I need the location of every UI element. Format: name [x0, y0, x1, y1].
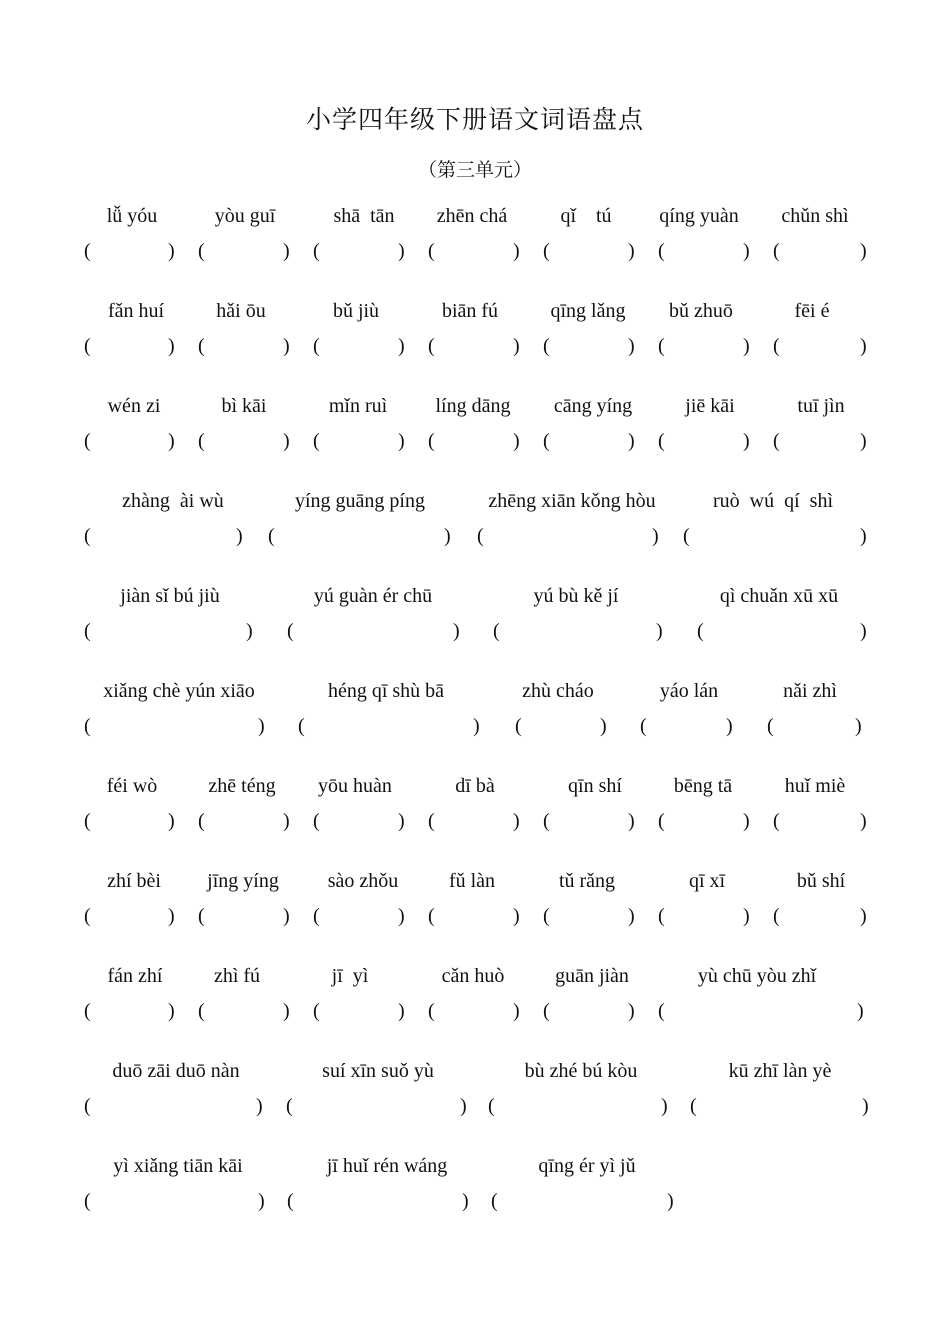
answer-bracket-open: (	[287, 620, 294, 642]
answer-bracket-close: )	[236, 525, 243, 547]
pinyin-word: fǎn huí	[107, 300, 165, 322]
answer-bracket-open: (	[428, 1000, 435, 1022]
answer-bracket-close: )	[667, 1190, 674, 1212]
answer-bracket-open: (	[84, 905, 91, 927]
answer-bracket-open: (	[428, 810, 435, 832]
answer-bracket-close: )	[513, 905, 520, 927]
answer-bracket-open: (	[773, 335, 780, 357]
pinyin-word: qīn shí	[568, 775, 622, 797]
pinyin-word: jī yì	[331, 965, 369, 987]
answer-bracket-open: (	[287, 1190, 294, 1212]
answer-bracket-close: )	[743, 810, 750, 832]
answer-bracket-open: (	[658, 810, 665, 832]
answer-bracket-close: )	[513, 335, 520, 357]
answer-bracket-open: (	[477, 525, 484, 547]
answer-bracket-open: (	[298, 715, 305, 737]
answer-bracket-close: )	[246, 620, 253, 642]
answer-bracket-close: )	[258, 715, 265, 737]
pinyin-word: fán zhí	[107, 965, 163, 987]
pinyin-word: zhí bèi	[107, 870, 161, 892]
answer-bracket-close: )	[258, 1190, 265, 1212]
answer-bracket-close: )	[860, 620, 867, 642]
answer-bracket-open: (	[313, 810, 320, 832]
pinyin-word: yòu guī	[214, 205, 276, 227]
pinyin-word: kū zhī làn yè	[728, 1060, 832, 1082]
answer-bracket-open: (	[773, 810, 780, 832]
pinyin-word: bǔ zhuō	[669, 300, 733, 322]
answer-bracket-open: (	[198, 905, 205, 927]
pinyin-word: wén zi	[107, 395, 161, 417]
answer-bracket-close: )	[600, 715, 607, 737]
answer-bracket-close: )	[860, 335, 867, 357]
pinyin-word: ruò wú qí shì	[713, 490, 833, 512]
answer-bracket-open: (	[543, 1000, 550, 1022]
answer-bracket-close: )	[398, 1000, 405, 1022]
answer-bracket-open: (	[84, 240, 91, 262]
answer-bracket-close: )	[398, 430, 405, 452]
answer-bracket-open: (	[658, 335, 665, 357]
answer-bracket-open: (	[543, 810, 550, 832]
pinyin-word: bēng tā	[673, 775, 733, 797]
answer-bracket-close: )	[860, 810, 867, 832]
pinyin-word: bì kāi	[221, 395, 267, 417]
answer-bracket-open: (	[84, 620, 91, 642]
pinyin-word: guān jiàn	[555, 965, 629, 987]
pinyin-word: líng dāng	[435, 395, 511, 417]
pinyin-word: tǔ rǎng	[558, 870, 616, 892]
pinyin-word: dī bà	[455, 775, 495, 797]
answer-bracket-open: (	[198, 335, 205, 357]
answer-bracket-open: (	[543, 335, 550, 357]
answer-bracket-open: (	[84, 525, 91, 547]
pinyin-word: yú bù kě jí	[533, 585, 619, 607]
answer-bracket-close: )	[168, 335, 175, 357]
answer-bracket-close: )	[855, 715, 862, 737]
answer-bracket-close: )	[628, 905, 635, 927]
pinyin-word: bǔ jiù	[332, 300, 380, 322]
answer-bracket-open: (	[658, 430, 665, 452]
pinyin-word: yú guàn ér chū	[313, 585, 433, 607]
answer-bracket-close: )	[398, 905, 405, 927]
answer-bracket-close: )	[462, 1190, 469, 1212]
answer-bracket-open: (	[84, 715, 91, 737]
answer-bracket-close: )	[168, 810, 175, 832]
answer-bracket-close: )	[860, 905, 867, 927]
pinyin-word: yì xiǎng tiān kāi	[113, 1155, 243, 1177]
answer-bracket-close: )	[743, 335, 750, 357]
pinyin-word: yōu huàn	[318, 775, 392, 797]
pinyin-word: yáo lán	[659, 680, 719, 702]
pinyin-word: yù chū yòu zhǐ	[697, 965, 817, 987]
answer-bracket-close: )	[513, 240, 520, 262]
answer-bracket-open: (	[84, 1000, 91, 1022]
answer-bracket-close: )	[743, 905, 750, 927]
answer-bracket-close: )	[444, 525, 451, 547]
answer-bracket-open: (	[268, 525, 275, 547]
answer-bracket-open: (	[198, 430, 205, 452]
answer-bracket-close: )	[168, 430, 175, 452]
answer-bracket-close: )	[726, 715, 733, 737]
pinyin-word: bǔ shí	[796, 870, 846, 892]
pinyin-word: qǐ tú	[560, 205, 612, 227]
answer-bracket-open: (	[543, 905, 550, 927]
answer-bracket-open: (	[428, 240, 435, 262]
answer-bracket-open: (	[313, 430, 320, 452]
answer-bracket-open: (	[286, 1095, 293, 1117]
pinyin-word: hǎi ōu	[216, 300, 266, 322]
answer-bracket-close: )	[283, 335, 290, 357]
pinyin-word: huǐ miè	[784, 775, 846, 797]
pinyin-word: zhēn chá	[436, 205, 508, 227]
answer-bracket-close: )	[513, 810, 520, 832]
answer-bracket-close: )	[168, 1000, 175, 1022]
answer-bracket-open: (	[198, 240, 205, 262]
answer-bracket-close: )	[860, 430, 867, 452]
answer-bracket-close: )	[398, 810, 405, 832]
answer-bracket-close: )	[656, 620, 663, 642]
answer-bracket-open: (	[84, 810, 91, 832]
pinyin-word: jī huǐ rén wáng	[326, 1155, 448, 1177]
answer-bracket-open: (	[543, 430, 550, 452]
pinyin-word: fǔ làn	[448, 870, 496, 892]
pinyin-word: lǚ yóu	[106, 205, 158, 227]
answer-bracket-open: (	[313, 1000, 320, 1022]
answer-bracket-open: (	[313, 905, 320, 927]
answer-bracket-open: (	[198, 810, 205, 832]
answer-bracket-close: )	[628, 335, 635, 357]
answer-bracket-close: )	[460, 1095, 467, 1117]
answer-bracket-close: )	[168, 905, 175, 927]
answer-bracket-open: (	[488, 1095, 495, 1117]
answer-bracket-close: )	[453, 620, 460, 642]
answer-bracket-close: )	[398, 240, 405, 262]
pinyin-word: qīng ér yì jǔ	[538, 1155, 636, 1177]
answer-bracket-open: (	[84, 1095, 91, 1117]
pinyin-word: bù zhé bú kòu	[524, 1060, 638, 1082]
pinyin-word: zhì fú	[213, 965, 261, 987]
pinyin-word: qíng yuàn	[659, 205, 739, 227]
pinyin-word: zhēng xiān kǒng hòu	[488, 490, 656, 512]
pinyin-word: biān fú	[441, 300, 499, 322]
answer-bracket-open: (	[84, 430, 91, 452]
pinyin-word: féi wò	[106, 775, 158, 797]
pinyin-word: qì chuǎn xū xū	[719, 585, 839, 607]
pinyin-word: tuī jìn	[797, 395, 845, 417]
answer-bracket-close: )	[628, 810, 635, 832]
answer-bracket-open: (	[493, 620, 500, 642]
answer-bracket-open: (	[658, 905, 665, 927]
answer-bracket-close: )	[661, 1095, 668, 1117]
pinyin-word: chǔn shì	[781, 205, 849, 227]
answer-bracket-open: (	[84, 335, 91, 357]
answer-bracket-close: )	[256, 1095, 263, 1117]
answer-bracket-open: (	[773, 905, 780, 927]
pinyin-word: zhē téng	[208, 775, 276, 797]
answer-bracket-close: )	[628, 240, 635, 262]
page-title: 小学四年级下册语文词语盘点	[305, 105, 644, 134]
answer-bracket-open: (	[543, 240, 550, 262]
pinyin-word: duō zāi duō nàn	[112, 1060, 240, 1082]
answer-bracket-open: (	[767, 715, 774, 737]
answer-bracket-close: )	[283, 430, 290, 452]
pinyin-word: jiē kāi	[685, 395, 735, 417]
answer-bracket-close: )	[743, 240, 750, 262]
pinyin-word: jiàn sǐ bú jiù	[120, 585, 220, 607]
pinyin-word: cǎn huò	[441, 965, 505, 987]
answer-bracket-close: )	[857, 1000, 864, 1022]
answer-bracket-close: )	[513, 1000, 520, 1022]
answer-bracket-close: )	[283, 240, 290, 262]
pinyin-word: qī xī	[688, 870, 726, 892]
pinyin-word: suí xīn suǒ yù	[322, 1060, 434, 1082]
page-subtitle: （第三单元）	[417, 159, 532, 181]
answer-bracket-close: )	[283, 905, 290, 927]
answer-bracket-close: )	[283, 810, 290, 832]
pinyin-word: sào zhǒu	[327, 870, 399, 892]
answer-bracket-open: (	[697, 620, 704, 642]
answer-bracket-open: (	[773, 240, 780, 262]
answer-bracket-open: (	[428, 430, 435, 452]
answer-bracket-open: (	[658, 240, 665, 262]
answer-bracket-close: )	[513, 430, 520, 452]
answer-bracket-close: )	[743, 430, 750, 452]
answer-bracket-open: (	[198, 1000, 205, 1022]
answer-bracket-close: )	[168, 240, 175, 262]
answer-bracket-open: (	[773, 430, 780, 452]
answer-bracket-open: (	[658, 1000, 665, 1022]
answer-bracket-open: (	[640, 715, 647, 737]
answer-bracket-close: )	[860, 240, 867, 262]
answer-bracket-open: (	[428, 335, 435, 357]
pinyin-word: mǐn ruì	[328, 395, 388, 417]
pinyin-word: xiǎng chè yún xiāo	[103, 680, 255, 702]
pinyin-word: jīng yíng	[207, 870, 279, 892]
pinyin-word: shā tān	[333, 205, 395, 227]
answer-bracket-open: (	[690, 1095, 697, 1117]
pinyin-word: fēi é	[794, 300, 830, 322]
pinyin-word: nǎi zhì	[783, 680, 837, 702]
pinyin-word: yíng guāng píng	[295, 490, 425, 512]
answer-bracket-close: )	[860, 525, 867, 547]
answer-bracket-open: (	[515, 715, 522, 737]
answer-bracket-open: (	[313, 240, 320, 262]
answer-bracket-close: )	[283, 1000, 290, 1022]
answer-bracket-close: )	[652, 525, 659, 547]
pinyin-word: zhàng ài wù	[122, 490, 224, 512]
pinyin-word: zhù cháo	[522, 680, 594, 702]
pinyin-word: cāng yíng	[553, 395, 633, 417]
pinyin-word: héng qī shù bā	[327, 680, 445, 702]
answer-bracket-open: (	[491, 1190, 498, 1212]
answer-bracket-open: (	[428, 905, 435, 927]
answer-bracket-close: )	[628, 1000, 635, 1022]
answer-bracket-close: )	[862, 1095, 869, 1117]
answer-bracket-open: (	[313, 335, 320, 357]
pinyin-word: qīng lǎng	[550, 300, 626, 322]
answer-bracket-close: )	[398, 335, 405, 357]
answer-bracket-open: (	[84, 1190, 91, 1212]
answer-bracket-close: )	[473, 715, 480, 737]
answer-bracket-open: (	[683, 525, 690, 547]
answer-bracket-close: )	[628, 430, 635, 452]
